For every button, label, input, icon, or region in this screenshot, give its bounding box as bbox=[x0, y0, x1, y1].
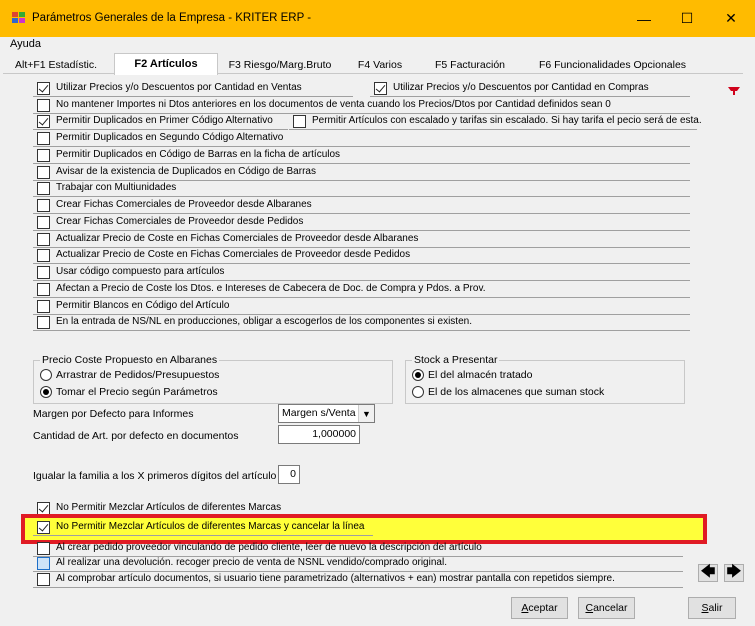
window-title: Parámetros Generales de la Empresa - KRITER ERP - bbox=[32, 12, 312, 24]
option-label: Utilizar Precios y/o Descuentos por Cantidad en Ventas bbox=[56, 82, 302, 93]
option-label: Permitir Duplicados en Segundo Código Alternativo bbox=[56, 132, 284, 143]
familia-label: Igualar la familia a los X primeros dígitos del artículo bbox=[33, 470, 277, 482]
option-label: Avisar de la existencia de Duplicados en Código de Barras bbox=[56, 166, 316, 177]
stock-group bbox=[405, 354, 685, 404]
exit-label: alir bbox=[708, 602, 723, 614]
option-row bbox=[33, 298, 690, 315]
menu-bar bbox=[0, 37, 755, 53]
option-row bbox=[33, 571, 683, 588]
option-row bbox=[33, 247, 690, 264]
option-checkbox[interactable] bbox=[37, 166, 50, 179]
accept-button[interactable] bbox=[511, 597, 568, 619]
option-label: Actualizar Precio de Coste en Fichas Comerciales de Proveedor desde Pedidos bbox=[56, 249, 411, 260]
radio-button[interactable] bbox=[40, 386, 52, 398]
option-label: No Permitir Mezclar Artículos de diferentes Marcas bbox=[56, 502, 282, 513]
option-row bbox=[33, 281, 690, 298]
option-label: No Permitir Mezclar Artículos de diferentes Marcas y cancelar la línea bbox=[56, 521, 365, 532]
option-row bbox=[33, 231, 690, 248]
radio-label: El de los almacenes que suman stock bbox=[428, 386, 605, 398]
option-row-highlighted bbox=[33, 519, 373, 536]
option-label: No mantener Importes ni Dtos anteriores en los documentos de venta cuando los Precios/Dtos por Cantidad definidos sean 0 bbox=[56, 99, 611, 110]
radio-label: El del almacén tratado bbox=[428, 369, 533, 381]
option-checkbox[interactable] bbox=[37, 99, 50, 112]
option-checkbox[interactable] bbox=[293, 115, 306, 128]
cantidad-label: Cantidad de Art. por defecto en documentos bbox=[33, 430, 239, 442]
option-label: En la entrada de NS/NL en producciones, obligar a escogerlos de los componentes si existen. bbox=[56, 316, 472, 327]
prev-arrow-button[interactable]: 🡄 bbox=[698, 564, 718, 582]
option-checkbox[interactable] bbox=[37, 283, 50, 296]
row-separator bbox=[33, 587, 683, 588]
radio-button[interactable] bbox=[40, 369, 52, 381]
option-checkbox[interactable] bbox=[37, 233, 50, 246]
tab-varios[interactable]: F4 Varios bbox=[357, 59, 403, 71]
option-checkbox[interactable] bbox=[37, 557, 50, 570]
option-label: Permitir Duplicados en Primer Código Alternativo bbox=[56, 115, 273, 126]
tab-strip bbox=[0, 53, 755, 74]
option-row bbox=[370, 80, 690, 97]
option-row bbox=[33, 214, 690, 231]
option-row bbox=[33, 147, 690, 164]
option-label: Afectan a Precio de Coste los Dtos. e Intereses de Cabecera de Doc. de Compra y Pdos. a Prov. bbox=[56, 283, 486, 294]
option-label: Al realizar una devolución. recoger precio de venta de NSNL vendido/comprado original. bbox=[56, 557, 447, 568]
cantidad-input[interactable]: 1,000000 bbox=[278, 425, 360, 444]
option-checkbox[interactable] bbox=[37, 266, 50, 279]
tab-funcionalidades[interactable]: F6 Funcionalidades Opcionales bbox=[538, 59, 687, 71]
menu-help[interactable]: Ayuda bbox=[10, 38, 41, 50]
radio-label: Arrastrar de Pedidos/Presupuestos bbox=[56, 369, 220, 381]
option-checkbox[interactable] bbox=[37, 82, 50, 95]
option-checkbox[interactable] bbox=[37, 182, 50, 195]
tab-estadisticas[interactable]: Alt+F1 Estadístic. bbox=[15, 59, 97, 71]
option-label: Al crear pedido proveedor vinculando de pedido cliente, leer de nuevo la descripción del artículo bbox=[56, 542, 482, 553]
option-row bbox=[33, 197, 690, 214]
cancel-label: ancelar bbox=[593, 602, 628, 614]
cancel-button[interactable] bbox=[578, 597, 635, 619]
option-checkbox[interactable] bbox=[37, 521, 50, 534]
option-checkbox[interactable] bbox=[37, 216, 50, 229]
option-checkbox[interactable] bbox=[37, 249, 50, 262]
option-checkbox[interactable] bbox=[37, 300, 50, 313]
tab-riesgo[interactable]: F3 Riesgo/Marg.Bruto bbox=[228, 59, 332, 71]
option-row bbox=[33, 555, 683, 572]
option-row bbox=[33, 164, 690, 181]
option-label: Crear Fichas Comerciales de Proveedor desde Pedidos bbox=[56, 216, 304, 227]
option-row bbox=[33, 130, 690, 147]
option-label: Al comprobar artículo documentos, si usuario tiene parametrizado (alternativos + ean) mostrar pantalla con repetidos siempre. bbox=[56, 573, 615, 584]
option-checkbox[interactable] bbox=[37, 573, 50, 586]
option-checkbox[interactable] bbox=[374, 82, 387, 95]
row-separator bbox=[33, 535, 373, 536]
option-label: Permitir Duplicados en Código de Barras en la ficha de artículos bbox=[56, 149, 341, 160]
radio-button[interactable] bbox=[412, 386, 424, 398]
tab-facturacion[interactable]: F5 Facturación bbox=[434, 59, 506, 71]
option-checkbox[interactable] bbox=[37, 115, 50, 128]
margen-value: Margen s/Venta bbox=[282, 407, 356, 419]
row-separator bbox=[33, 330, 690, 331]
option-checkbox[interactable] bbox=[37, 542, 50, 555]
option-checkbox[interactable] bbox=[37, 149, 50, 162]
exit-hotkey: S bbox=[701, 602, 709, 614]
group-title: Stock a Presentar bbox=[414, 354, 498, 366]
cancel-hotkey: C bbox=[585, 602, 594, 614]
option-checkbox[interactable] bbox=[37, 316, 50, 329]
radio-button[interactable] bbox=[412, 369, 424, 381]
minimize-button[interactable]: — bbox=[637, 10, 651, 27]
margen-select[interactable] bbox=[278, 404, 375, 423]
next-arrow-button[interactable]: 🡆 bbox=[724, 564, 744, 582]
option-row bbox=[289, 113, 702, 130]
app-icon bbox=[12, 12, 26, 24]
option-label: Crear Fichas Comerciales de Proveedor desde Albaranes bbox=[56, 199, 312, 210]
tab-articulos[interactable]: F2 Artículos bbox=[114, 53, 218, 75]
option-label: Permitir Blancos en Código del Artículo bbox=[56, 300, 230, 311]
margen-label: Margen por Defecto para Informes bbox=[33, 408, 194, 420]
maximize-button[interactable]: ☐ bbox=[680, 10, 694, 26]
option-label: Permitir Artículos con escalado y tarifas sin escalado. Si hay tarifa el pecio será de esta. bbox=[312, 115, 702, 126]
option-label: Usar código compuesto para artículos bbox=[56, 266, 225, 277]
accept-label: ceptar bbox=[528, 602, 558, 614]
precio-coste-group bbox=[33, 354, 393, 404]
chevron-down-icon[interactable]: ▼ bbox=[358, 405, 374, 422]
warning-icon[interactable] bbox=[727, 84, 741, 96]
option-label: Actualizar Precio de Coste en Fichas Comerciales de Proveedor desde Albaranes bbox=[56, 233, 419, 244]
title-bar bbox=[0, 0, 755, 37]
exit-button[interactable] bbox=[688, 597, 736, 619]
option-row bbox=[33, 113, 288, 130]
option-row bbox=[33, 314, 690, 331]
option-row bbox=[33, 264, 690, 281]
option-checkbox[interactable] bbox=[37, 199, 50, 212]
option-label: Trabajar con Multiunidades bbox=[56, 182, 177, 193]
option-label: Utilizar Precios y/o Descuentos por Cantidad en Compras bbox=[393, 82, 649, 93]
option-checkbox[interactable] bbox=[37, 132, 50, 145]
radio-label: Tomar el Precio según Parámetros bbox=[56, 386, 218, 398]
familia-input[interactable]: 0 bbox=[278, 465, 300, 484]
close-button[interactable]: ✕ bbox=[725, 10, 737, 26]
option-row bbox=[33, 97, 690, 114]
option-row bbox=[33, 180, 690, 197]
group-title: Precio Coste Propuesto en Albaranes bbox=[42, 354, 218, 366]
accept-hotkey: A bbox=[521, 602, 529, 614]
